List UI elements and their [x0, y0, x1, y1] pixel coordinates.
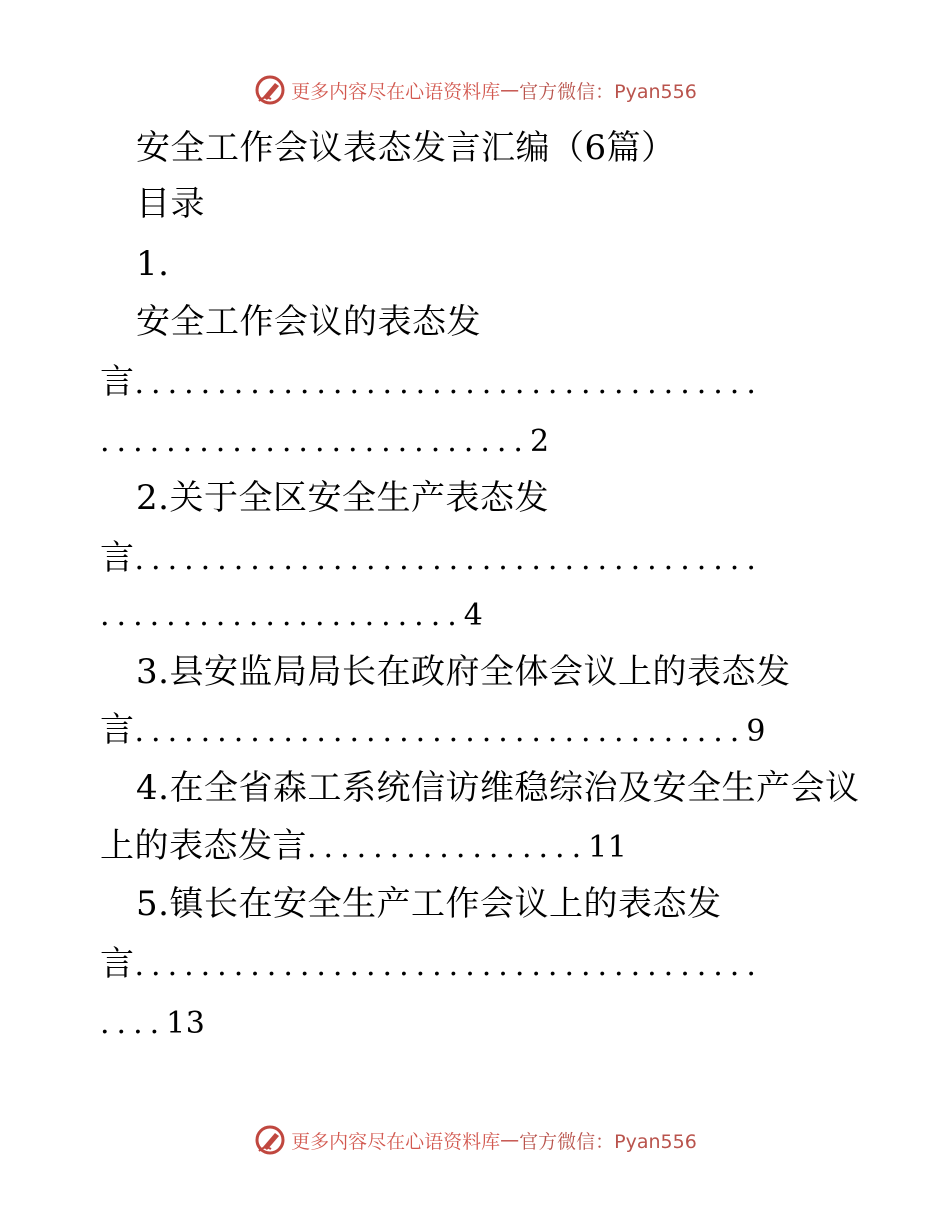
banner-wechat-text: 官方微信：Pyan556	[519, 1130, 697, 1153]
toc-item-2-line3	[0, 594, 950, 634]
toc-item-3-line2	[0, 710, 950, 750]
banner-site-text: 更多内容尽在心语资料库	[291, 1130, 501, 1153]
banner-wechat-text: 官方微信：Pyan556	[519, 80, 697, 103]
toc-item-5-line3	[0, 1002, 950, 1042]
toc-item-1-leader-2: ..........................	[100, 424, 530, 459]
banner-site-text: 更多内容尽在心语资料库	[291, 80, 501, 103]
toc-item-4-title-end: 上的表态发言	[100, 826, 307, 866]
toc-item-5-line2	[0, 944, 950, 984]
toc-item-1-title-end: 言	[100, 362, 135, 402]
toc-item-5-leader: ......................................	[134, 948, 763, 983]
toc-item-1-line3	[0, 420, 950, 460]
toc-item-2-line2	[0, 538, 950, 578]
toc-item-1-leader: ......................................	[134, 366, 763, 401]
toc-item-1-page: 2	[529, 424, 550, 459]
pen-logo-icon	[253, 73, 287, 107]
toc-item-1-number: 1.	[136, 244, 170, 284]
toc-item-5-page: 13	[166, 1006, 206, 1041]
toc-item-1-title: 安全工作会议的表态发	[136, 302, 481, 342]
toc-item-4-line2	[0, 826, 950, 866]
toc-item-2-leader: ......................................	[134, 542, 763, 577]
footer-banner	[0, 1120, 950, 1160]
toc-item-2-page: 4	[463, 598, 484, 633]
toc-item-3-page: 9	[746, 714, 766, 749]
toc-item-2-title: 2.关于全区安全生产表态发	[136, 478, 549, 518]
toc-item-3-leader: .....................................	[134, 714, 747, 749]
toc-item-2-title-end: 言	[100, 538, 135, 578]
toc-item-4-title: 4.在全省森工系统信访维稳综治及安全生产会议	[136, 768, 860, 808]
banner-separator: —	[500, 79, 520, 101]
toc-heading: 目录	[136, 184, 205, 224]
toc-item-5-title: 5.镇长在安全生产工作会议上的表态发	[136, 884, 722, 924]
toc-item-5-title-end: 言	[100, 944, 135, 984]
toc-item-3-title: 3.县安监局局长在政府全体会议上的表态发	[136, 652, 791, 692]
banner-separator: —	[500, 1129, 520, 1151]
toc-item-3-title-end: 言	[100, 710, 135, 750]
toc-item-5-leader-2: ....	[100, 1006, 167, 1041]
toc-item-4-leader: .................	[307, 830, 589, 865]
header-banner	[0, 70, 950, 110]
pen-logo-icon	[253, 1123, 287, 1157]
toc-item-2-leader-2: ......................	[100, 598, 464, 633]
toc-item-4-page: 11	[588, 830, 628, 865]
document-title: 安全工作会议表态发言汇编（6篇）	[136, 128, 676, 168]
toc-item-1-line2	[0, 362, 950, 402]
